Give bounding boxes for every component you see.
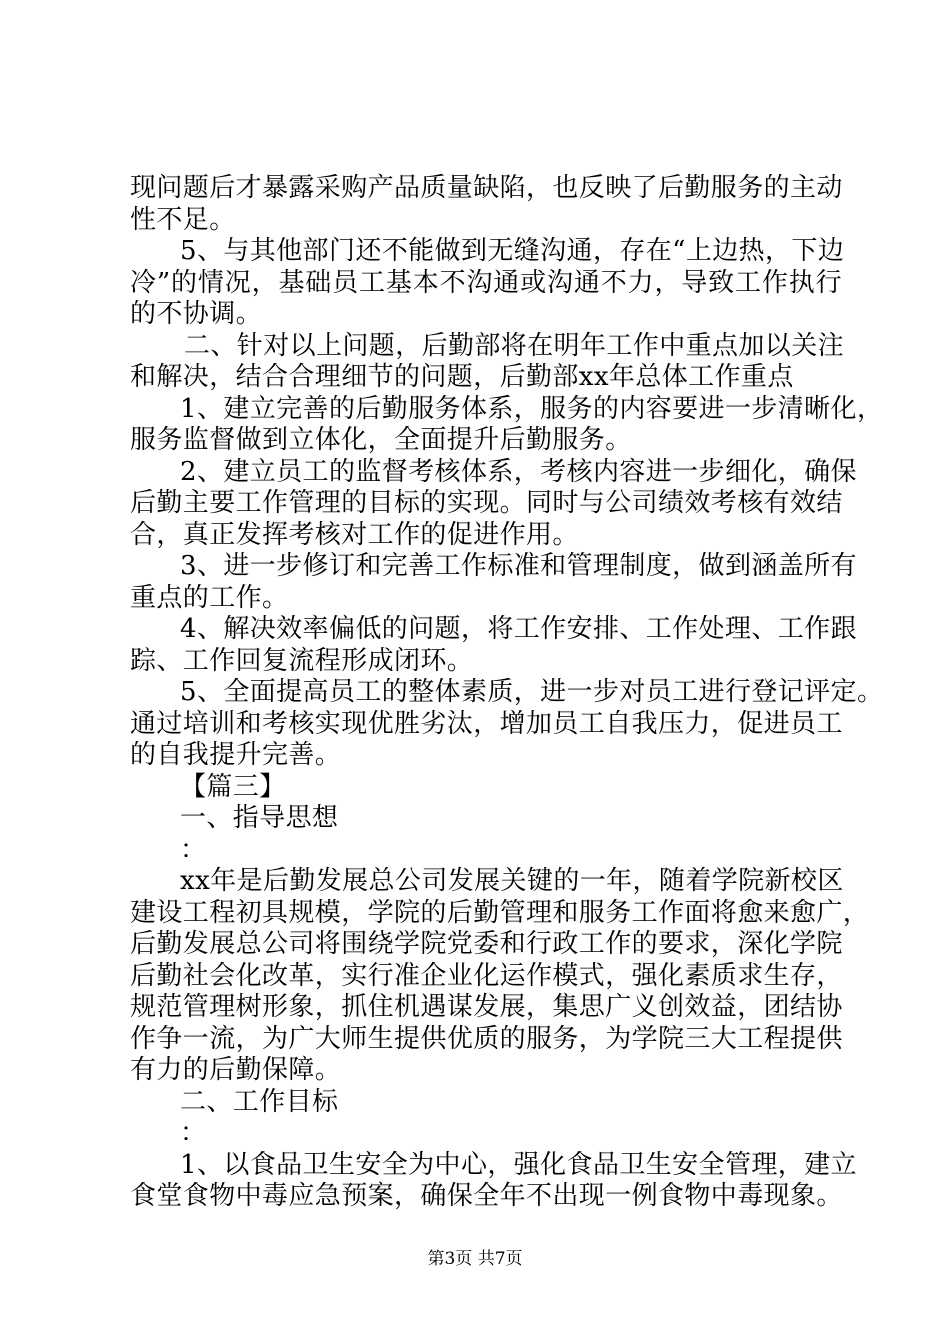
text-line: 规范管理树形象，抓住机遇谋发展，集思广义创效益，团结协: [130, 992, 843, 1022]
text-line: 踪、工作回复流程形成闭环。: [130, 645, 474, 676]
text-line: 冷”的情况，基础员工基本不沟通或沟通不力，导致工作执行: [130, 267, 842, 298]
text-line: xx年是后勤发展总公司发展关键的一年，随着学院新校区: [180, 866, 844, 896]
text-line: 4、解决效率偏低的问题，将工作安排、工作处理、工作跟: [180, 614, 857, 644]
text-line: 作争一流，为广大师生提供优质的服务，为学院三大工程提供: [130, 1023, 843, 1054]
text-line: 3、进一步修订和完善工作标准和管理制度，做到涵盖所有: [180, 551, 857, 581]
text-line: 通过培训和考核实现优胜劣汰，增加员工自我压力，促进员工: [130, 708, 843, 739]
text-line: 2、建立员工的监督考核体系，考核内容进一步细化，确保: [180, 456, 857, 487]
text-line: 现问题后才暴露采购产品质量缺陷，也反映了后勤服务的主动: [130, 173, 843, 203]
section-heading: 一、指导思想: [180, 803, 339, 833]
text-line: 后勤发展总公司将围绕学院党委和行政工作的要求，深化学院: [130, 929, 843, 959]
text-line: 后勤主要工作管理的目标的实现。同时与公司绩效考核有效结: [130, 488, 843, 518]
text-line: ：: [180, 834, 207, 865]
text-line: 的不协调。: [130, 299, 263, 329]
text-line: 服务监督做到立体化，全面提升后勤服务。: [130, 425, 632, 455]
section-title: 【篇三】: [180, 771, 286, 802]
page-footer: 第3页 共7页: [427, 1249, 523, 1269]
text-line: 性不足。: [130, 204, 236, 235]
text-line: 后勤社会化改革，实行准企业化运作模式，强化素质求生存，: [130, 960, 843, 991]
text-line: 有力的后勤保障。: [130, 1055, 342, 1085]
body-text: [130, 173, 884, 1213]
section-heading: 二、针对以上问题，后勤部将在明年工作中重点加以关注: [184, 330, 845, 361]
text-line: 食堂食物中毒应急预案，确保全年不出现一例食物中毒现象。: [130, 1181, 843, 1211]
text-line: ：: [180, 1118, 207, 1148]
text-line: 1、以食品卫生安全为中心，强化食品卫生安全管理，建立: [180, 1149, 857, 1180]
text-line: 建设工程初具规模，学院的后勤管理和服务工作面将愈来愈广，: [130, 897, 870, 928]
text-line: 重点的工作。: [130, 582, 289, 613]
text-line: 1、建立完善的后勤服务体系，服务的内容要进一步清晰化，: [180, 393, 884, 424]
text-line: 的自我提升完善。: [130, 740, 342, 770]
section-heading: 二、工作目标: [180, 1086, 339, 1117]
text-line: 5、全面提高员工的整体素质，进一步对员工进行登记评定。: [180, 677, 884, 707]
text-line: 5、与其他部门还不能做到无缝沟通，存在“上边热，下边: [180, 236, 845, 266]
text-line: 合，真正发挥考核对工作的促进作用。: [130, 519, 579, 550]
text-line: 和解决，结合合理细节的问题，后勤部xx年总体工作重点: [130, 362, 794, 392]
